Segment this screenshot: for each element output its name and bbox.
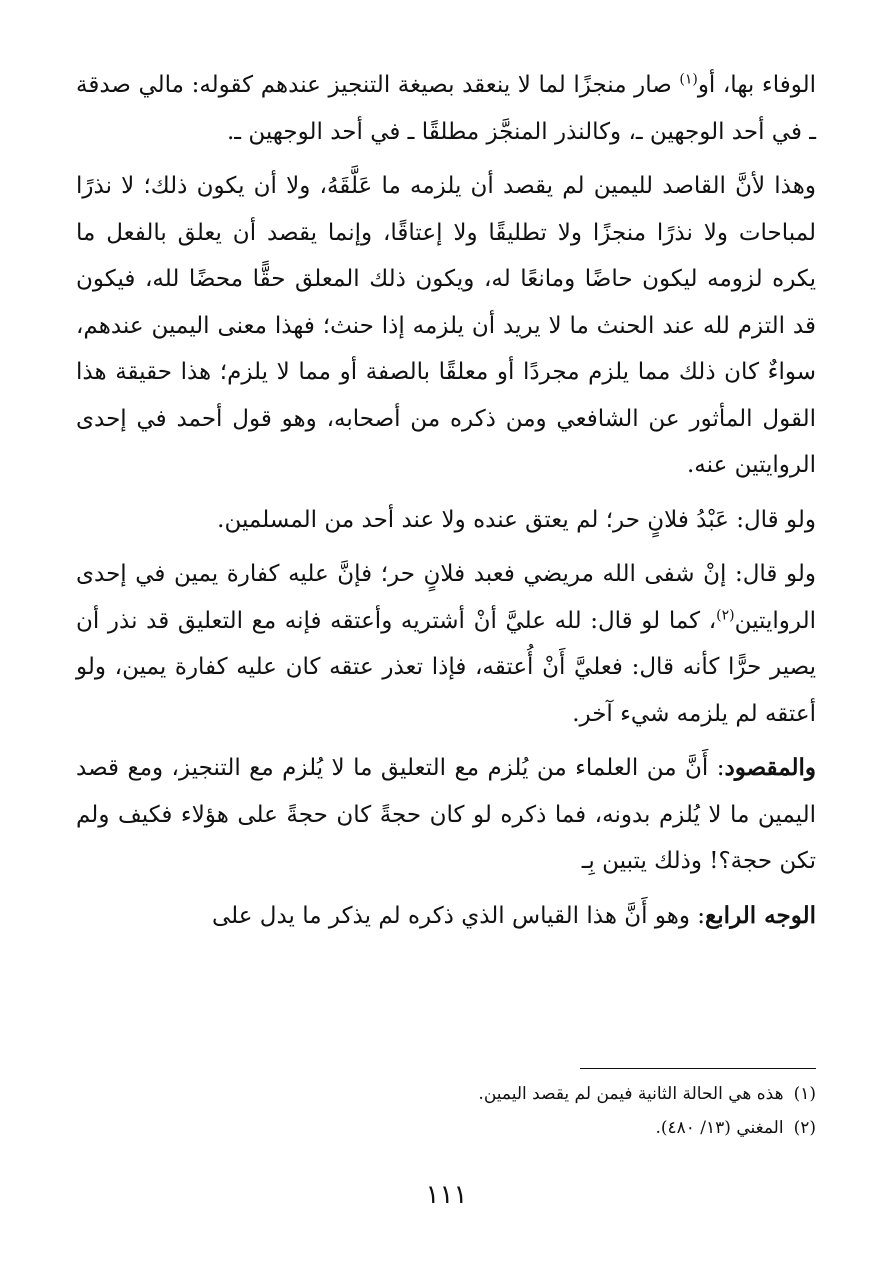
footnote-divider: [580, 1068, 816, 1069]
paragraph-6-lead: الوجه الرابع: [705, 901, 816, 929]
paragraph-5: [76, 745, 816, 885]
paragraph-4-text-b: ، كما لو قال: لله عليَّ أنْ أشتريه وأعتقه فإنه مع التعليق قد نذر أن يصير حرًّا كأنه قال: فعليَّ أَنْ أُعتقه، فإذا تعذر عتقه كان عليه كفارة يمين، ولو أعتقه لم يلزمه شيء آخر.: [76, 607, 816, 727]
footnote-2-text: المغني (١٣/ ٤٨٠).: [655, 1118, 784, 1138]
footnote-2-number: (٢): [793, 1118, 816, 1138]
paragraph-4-text-a: ولو قال: إنْ شفى الله مريضي فعبد فلانٍ حر؛ فإنَّ عليه كفارة يمين في إحدى الروايتين: [76, 561, 816, 634]
paragraph-5-text: : أَنَّ من العلماء من يُلزم مع التعليق ما لا يُلزم مع التنجيز، ومع قصد اليمين ما لا يُلزم بدونه، فما ذكره لو كان حجةً كان حجةً على هؤلاء فكيف ولم تكن حجة؟! وذلك يتبين بِـ: [76, 755, 816, 874]
paragraph-3: ولو قال: عَبْدُ فلانٍ حر؛ لم يعتق عنده ولا عند أحد من المسلمين.: [217, 506, 816, 533]
paragraph-4: [76, 551, 816, 737]
paragraph-1-text-b: صار منجزًا لما لا ينعقد بصيغة التنجيز عندهم كقوله: مالي صدقة ـ في أحد الوجهين ـ، وكالنذر المنجَّز مطلقًا ـ في أحد الوجهين ـ.: [76, 72, 816, 145]
footnote-1: [76, 1077, 816, 1111]
footnotes: [76, 1068, 816, 1145]
footnote-ref-2[interactable]: (٢): [716, 606, 735, 623]
footnote-1-text: هذه هي الحالة الثانية فيمن لم يقصد اليمين.: [478, 1084, 784, 1104]
paragraph-6: [76, 893, 816, 940]
paragraph-1: [76, 62, 816, 155]
paragraph-2: وهذا لأنَّ القاصد لليمين لم يقصد أن يلزمه ما عَلَّقَهُ، ولا أن يكون ذلك؛ لا نذرًا لمباحات ولا نذرًا منجزًا ولا تطليقًا ولا إعتاقًا، وإنما يقصد أن يعلق بالفعل ما يكره لزومه ليكون حاضًا ومانعًا له، ويكون ذلك المعلق حقًّا محضًا لله، فيكون قد التزم لله عند الحنث ما لا يريد أن يلزمه إذا حنث؛ فهذا معنى اليمين عندهم، سواءٌ كان ذلك مما يلزم مجردًا أو معلقًا بالصفة أو مما لا يلزم؛ هذا حقيقة هذا القول المأثور عن الشافعي ومن ذكره من أصحابه، وهو قول أحمد في إحدى الروايتين عنه.: [76, 173, 816, 478]
paragraph-6-text: : وهو أَنَّ هذا القياس الذي ذكره لم يذكر ما يدل على: [211, 902, 706, 929]
footnote-1-number: (١): [793, 1084, 816, 1104]
main-text: [76, 62, 816, 939]
footnote-ref-1[interactable]: (١): [679, 71, 698, 88]
footnote-2: [76, 1111, 816, 1145]
page-number: ١١١: [425, 1180, 468, 1210]
paragraph-1-text-a: الوفاء بها، أو: [697, 72, 816, 98]
paragraph-5-lead: والمقصود: [724, 754, 816, 781]
